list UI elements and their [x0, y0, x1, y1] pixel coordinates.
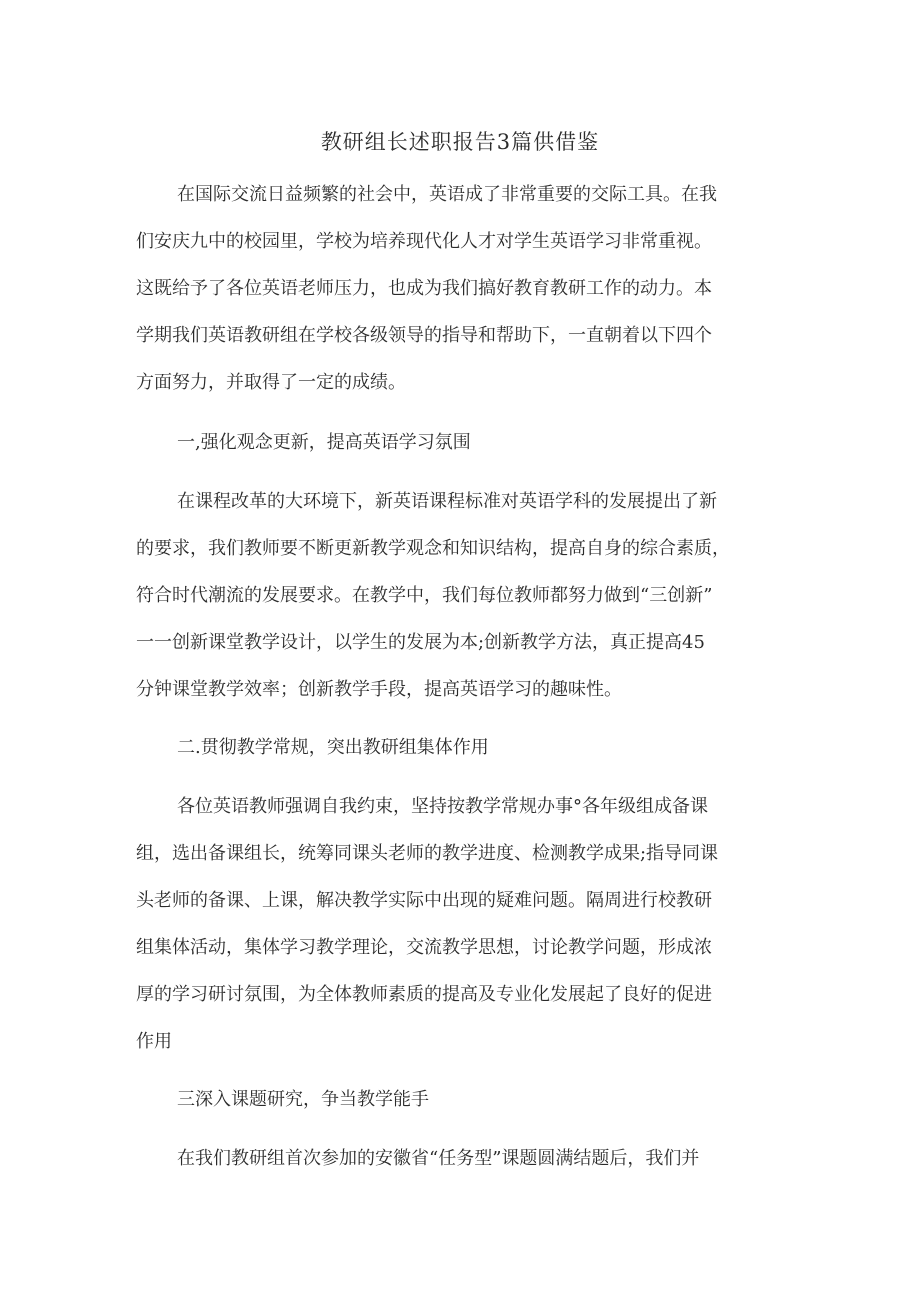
paragraph-line: 分钟课堂教学效率；创新教学手段，提高英语学习的趣味性。: [136, 679, 622, 700]
paragraph-line: 在课程改革的大环境下，新英语课程标准对英语学科的发展提出了新: [177, 491, 717, 512]
paragraph-line: 的要求，我们教师要不断更新教学观念和知识结构，提高自身的综合素质，: [136, 538, 730, 559]
paragraph-line: 在我们教研组首次参加的安徽省“任务型”课题圆满结题后，我们并: [177, 1148, 700, 1169]
paragraph-line: 这既给予了各位英语老师压力，也成为我们搞好教育教研工作的动力。本: [136, 278, 712, 299]
section-heading: 二.贯彻教学常规，突出教研组集体作用: [177, 737, 489, 758]
paragraph-line: 们安庆九中的校园里，学校为培养现代化人才对学生英语学习非常重视。: [136, 231, 712, 252]
paragraph-line: 方面努力，并取得了一定的成绩。: [136, 372, 406, 393]
section-heading: 一,强化观念更新，提高英语学习氛围: [177, 432, 471, 453]
paragraph-line: 各位英语教师强调自我约束，坚持按教学常规办事°各年级组成备课: [177, 796, 708, 817]
paragraph-line: 学期我们英语教研组在学校各级领导的指导和帮助下，一直朝着以下四个: [136, 325, 712, 346]
paragraph-line: 厚的学习研讨氛围，为全体教师素质的提高及专业化发展起了良好的促进: [136, 984, 712, 1005]
paragraph-line: 符合时代潮流的发展要求。在教学中，我们每位教师都努力做到“三创新”: [136, 585, 713, 606]
paragraph-line: 组，选出备课组长，统筹同课头老师的教学进度、检测教学成果;指导同课: [136, 843, 719, 864]
paragraph-line: 在国际交流日益频繁的社会中，英语成了非常重要的交际工具。在我: [177, 184, 717, 205]
paragraph-line: 一一创新课堂教学设计，以学生的发展为本;创新教学方法，真正提高45: [136, 632, 705, 653]
paragraph-line: 作用: [136, 1031, 172, 1052]
paragraph-line: 组集体活动，集体学习教学理论，交流教学思想，讨论教学问题，形成浓: [136, 937, 712, 958]
section-heading: 三深入课题研究，争当教学能手: [177, 1089, 429, 1110]
paragraph-line: 头老师的备课、上课，解决教学实际中出现的疑难问题。隔周进行校教研: [136, 890, 712, 911]
document-title: 教研组长述职报告3篇供借鉴: [320, 130, 600, 154]
